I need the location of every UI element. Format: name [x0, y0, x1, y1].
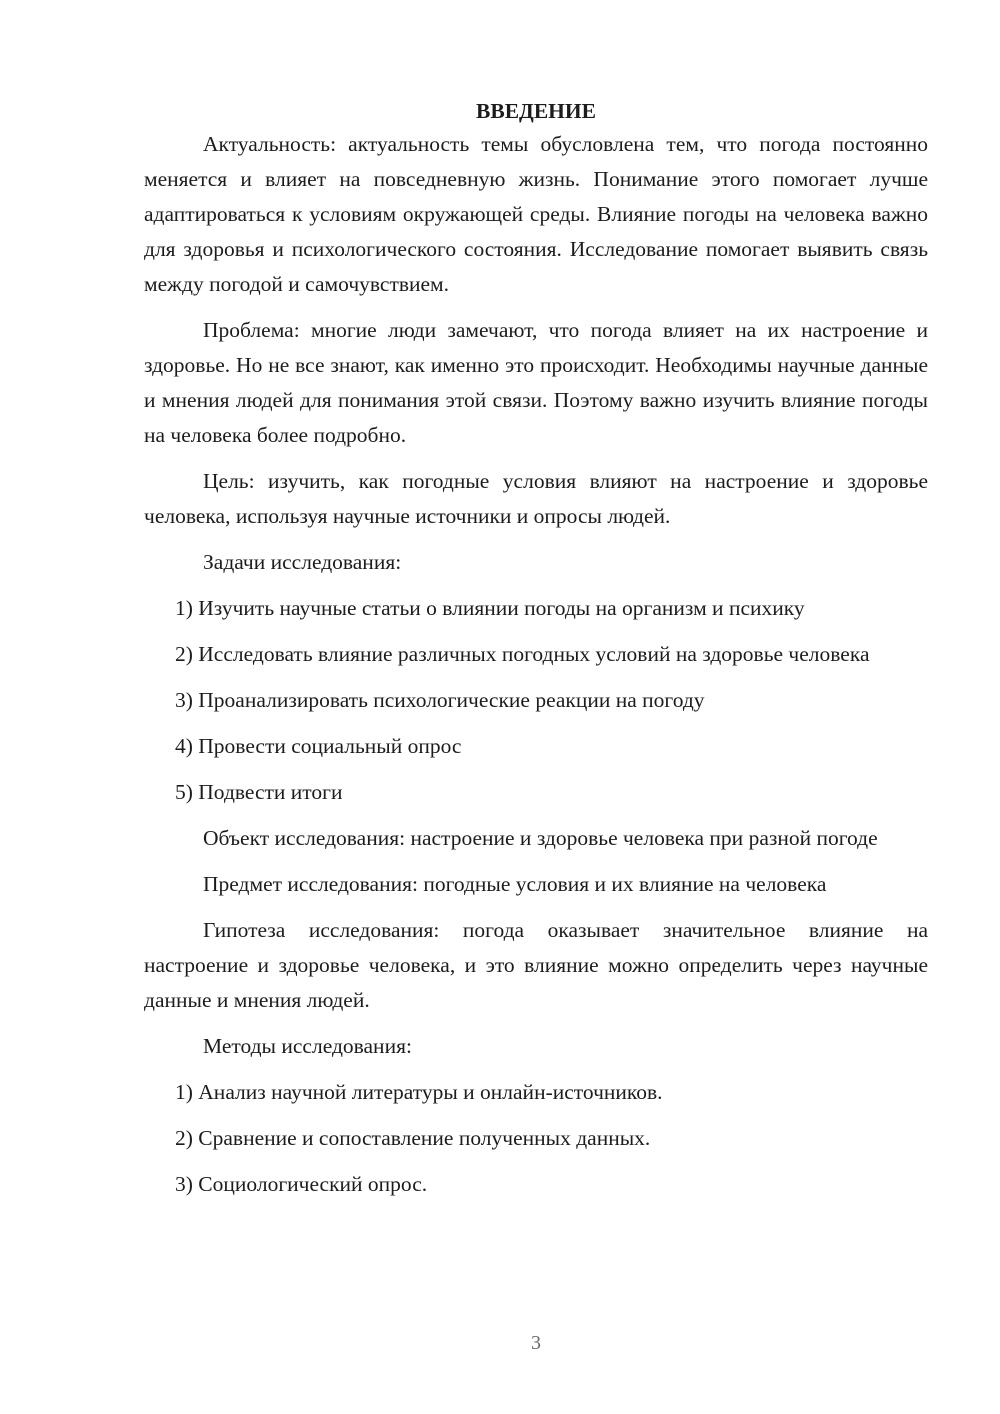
method-item-3: 3) Социологический опрос. — [175, 1172, 428, 1196]
relevance-paragraph: Актуальность: актуальность темы обусловлена тем, что погода постоянно меняется и влияет на повседневную жизнь. Понимание этого помогает лучше адаптироваться к условиям окружающей среды. Влияние погоды на человека важно для здоровья и психологического состояния. Исследование помогает выявить связь между погодой и самочувствием. — [144, 132, 928, 296]
method-item-2: 2) Сравнение и сопоставление полученных данных. — [175, 1126, 651, 1150]
page-number: 3 — [531, 1332, 541, 1354]
task-item-3: 3) Проанализировать психологические реакции на погоду — [175, 688, 705, 712]
task-item-4: 4) Провести социальный опрос — [175, 734, 462, 758]
object-paragraph: Объект исследования: настроение и здоровье человека при разной погоде — [203, 826, 878, 850]
page-content — [144, 94, 928, 1213]
task-item-5: 5) Подвести итоги — [175, 780, 343, 804]
methods-heading: Методы исследования: — [203, 1034, 412, 1058]
problem-paragraph: Проблема: многие люди замечают, что погода влияет на их настроение и здоровье. Но не все знают, как именно это происходит. Необходимы научные данные и мнения людей для понимания этой связи. Поэтому важно изучить влияние погоды на человека более подробно. — [144, 318, 928, 447]
subject-paragraph: Предмет исследования: погодные условия и их влияние на человека — [203, 872, 827, 896]
task-item-2: 2) Исследовать влияние различных погодных условий на здоровье человека — [175, 642, 870, 666]
task-item-1: 1) Изучить научные статьи о влиянии погоды на организм и психику — [175, 596, 805, 620]
section-title: ВВЕДЕНИЕ — [476, 99, 596, 123]
hypothesis-paragraph: Гипотеза исследования: погода оказывает значительное влияние на настроение и здоровье человека, и это влияние можно определить через научные данные и мнения людей. — [144, 918, 928, 1012]
method-item-1: 1) Анализ научной литературы и онлайн-источников. — [175, 1080, 663, 1104]
tasks-heading: Задачи исследования: — [203, 550, 402, 574]
goal-paragraph: Цель: изучить, как погодные условия влияют на настроение и здоровье человека, используя научные источники и опросы людей. — [144, 469, 928, 528]
